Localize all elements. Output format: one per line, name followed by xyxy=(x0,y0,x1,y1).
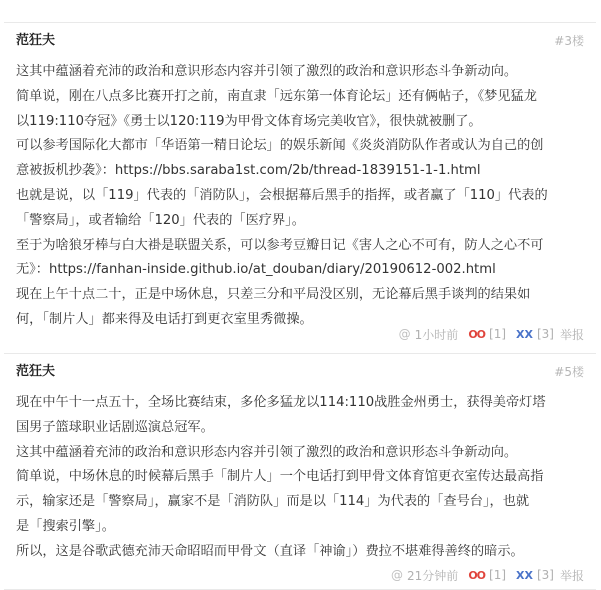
author-name[interactable]: 范狂夫 xyxy=(16,364,56,379)
post-text-line: 意被扳机抄袭》：https://bbs.saraba1st.com/2b/thread-1839151-1-1.html xyxy=(16,163,481,179)
comment-post xyxy=(4,22,596,348)
post-text-line: 是「搜索引擎」。 xyxy=(16,518,115,534)
post-text-line: 现在上午十点二十，正是中场休息，只差三分和平局没区别，无论幕后黑手谈判的结果如 xyxy=(16,287,531,303)
post-text-line: 国男子篮球职业话剧巡演总冠军。 xyxy=(16,419,214,435)
upvote-button[interactable]: OO xyxy=(468,327,486,341)
author-name[interactable]: 范狂夫 xyxy=(16,33,56,48)
downvote-count: [3] xyxy=(536,568,554,582)
post-footer xyxy=(387,565,584,585)
upvote-button[interactable]: OO xyxy=(468,568,486,582)
floor-number[interactable]: #5楼 xyxy=(554,365,584,379)
post-text-line: 无》：https://fanhan-inside.github.io/at_douban/diary/20190612-002.html xyxy=(16,262,496,278)
at-icon: @ xyxy=(398,327,411,341)
post-body xyxy=(16,60,588,333)
post-text-line: 示，输家还是「警察局」，赢家不是「消防队」而是以「114」为代表的「查号台」，也就 xyxy=(16,494,530,510)
post-text-line: 「警察局」，或者输给「120」代表的「医疗界」。 xyxy=(16,212,305,228)
upvote-count: [1] xyxy=(489,327,507,341)
post-text-line: 简单说，中场休息的时候幕后黑手「制片人」一个电话打到甲骨文体育馆更衣室传达最高指 xyxy=(16,469,544,485)
report-link[interactable]: 举报 xyxy=(559,327,584,342)
post-text-line: 现在中午十一点五十，全场比赛结束，多伦多猛龙以114:110战胜金州勇士，获得美帝灯塔 xyxy=(16,395,546,410)
downvote-button[interactable]: XX xyxy=(516,327,533,341)
at-icon: @ xyxy=(391,568,404,582)
post-text-line: 这其中蕴涵着充沛的政治和意识形态内容并引领了激烈的政治和意识形态斗争新动向。 xyxy=(16,444,518,460)
downvote-button[interactable]: XX xyxy=(516,568,533,582)
post-text-line: 简单说，刚在八点多比赛开打之前，南直隶「远东第一体育论坛」还有俩帖子，《梦见猛龙 xyxy=(16,88,537,104)
post-text-line: 何，「制片人」都来得及电话打到更衣室里秀微操。 xyxy=(16,311,313,327)
post-footer xyxy=(395,324,584,344)
post-text-line: 也就是说，以「119」代表的「消防队」，会根据幕后黑手的指挥，或者赢了「110」代表的 xyxy=(16,187,548,203)
post-header xyxy=(4,23,596,59)
post-header xyxy=(4,354,596,390)
post-text-line: 所以，这是谷歌武德充沛天命昭昭而甲骨文（直译「神谕」）费拉不堪难得善终的暗示。 xyxy=(16,543,524,559)
report-link[interactable]: 举报 xyxy=(559,568,584,583)
post-text-line: 这其中蕴涵着充沛的政治和意识形态内容并引领了激烈的政治和意识形态斗争新动向。 xyxy=(16,64,518,79)
post-text-line: 可以参考国际化大都市「华语第一精日论坛」的娱乐新闻《炎炎消防队作者或认为自己的创 xyxy=(16,138,544,154)
post-body xyxy=(16,391,588,565)
post-text-line: 至于为啥狼牙棒与白大褂是联盟关系，可以参考豆瓣日记《害人之心不可有，防人之心不可 xyxy=(16,237,544,253)
post-time: 21分钟前 xyxy=(407,568,459,583)
comment-post xyxy=(4,353,596,590)
post-time: 1小时前 xyxy=(414,327,459,342)
downvote-count: [3] xyxy=(536,327,554,341)
floor-number[interactable]: #3楼 xyxy=(554,34,584,48)
upvote-count: [1] xyxy=(489,568,507,582)
post-text-line: 以119:110夺冠》《勇士以120:119为甲骨文体育场完美收官》，很快就被删了。 xyxy=(16,113,482,129)
